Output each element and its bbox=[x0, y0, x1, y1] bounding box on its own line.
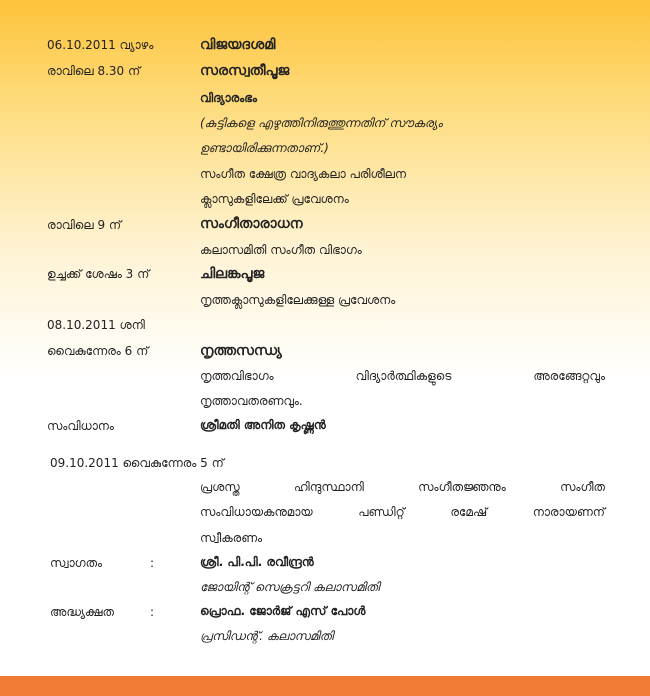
time-830am: രാവിലെ 8.30 ന് bbox=[47, 64, 141, 78]
direction-label: സംവിധാനം bbox=[47, 419, 114, 433]
event-sangeetharadhana: സംഗീതാരാധന bbox=[200, 216, 303, 232]
welcome-role: ജോയിന്റ് സെക്രട്ടറി കലാസമിതി bbox=[200, 580, 380, 594]
event-chilanka-desc: നൃത്തക്ലാസുകളിലേക്കുള്ള പ്രവേശനം bbox=[200, 293, 396, 307]
welcome-colon: : bbox=[150, 556, 155, 570]
presidency-label: അദ്ധ്യക്ഷത bbox=[50, 605, 114, 619]
event-sangeetharadhana-desc: കലാസമിതി സംഗീത വിഭാഗം bbox=[200, 243, 362, 257]
presidency-colon: : bbox=[150, 605, 155, 619]
director-name: ശ്രീമതി അനിത കൃഷ്ണൻ bbox=[200, 418, 326, 432]
time-6pm: വൈകുന്നേരം 6 ന് bbox=[47, 344, 149, 358]
nritha-desc-line-1: നൃത്തവിഭാഗം വിദ്യാർത്ഥികളുടെ അരങ്ങേറ്റവും bbox=[200, 369, 605, 383]
presidency-name: പ്രൊഫ. ജോർജ് എസ് പോൾ bbox=[200, 604, 366, 618]
welcome-name: ശ്രീ. പി.പി. രവീന്ദ്രൻ bbox=[200, 555, 314, 569]
date-2011-10-09: 09.10.2011 വൈകുന്നേരം 5 ന് bbox=[50, 456, 224, 470]
event-chilanka-pooja: ചിലങ്കപൂജ bbox=[200, 266, 265, 282]
date-2011-10-06: 06.10.2011 വ്യാഴം bbox=[47, 38, 154, 52]
time-3pm: ഉച്ചക്ക് ശേഷം 3 ന് bbox=[47, 267, 150, 281]
reception-desc-line-1: പ്രശസ്ത ഹിന്ദുസ്ഥാനി സംഗീതജ്ഞനും സംഗീത bbox=[200, 480, 605, 494]
desc-music-classes-1: സംഗീത ക്ഷേത്ര വാദ്യകലാ പരിശീലന bbox=[200, 167, 407, 181]
date-2011-10-08: 08.10.2011 ശനി bbox=[47, 318, 145, 332]
presidency-role: പ്രസിഡന്റ്. കലാസമിതി bbox=[200, 629, 334, 643]
note-line-1: (കുട്ടികളെ എഴുത്തിനിരുത്തുന്നതിന് സൗകര്യം bbox=[200, 116, 443, 130]
welcome-label: സ്വാഗതം bbox=[50, 556, 103, 570]
desc-music-classes-2: ക്ലാസുകളിലേക്ക് പ്രവേശനം bbox=[200, 192, 349, 206]
time-9am: രാവിലെ 9 ന് bbox=[47, 218, 122, 232]
event-saraswathi-pooja: സരസ്വതീപൂജ bbox=[200, 63, 290, 79]
nritha-desc-line-2: നൃത്താവതരണവും. bbox=[200, 394, 303, 408]
reception-desc-line-2: സംവിധായകനുമായ പണ്ഡിറ്റ് രമേഷ് നാരായണന് bbox=[200, 505, 605, 519]
event-title-vijayadashami: വിജയദശമി bbox=[200, 37, 276, 53]
event-vidyarambham: വിദ്യാരംഭം bbox=[200, 91, 258, 105]
bottom-bar bbox=[0, 676, 650, 696]
event-nrithasandhya: നൃത്തസന്ധ്യ bbox=[200, 343, 282, 359]
reception-desc-line-3: സ്വീകരണം bbox=[200, 531, 263, 545]
note-line-2: ഉണ്ടായിരിക്കുന്നതാണ്.) bbox=[200, 141, 329, 155]
